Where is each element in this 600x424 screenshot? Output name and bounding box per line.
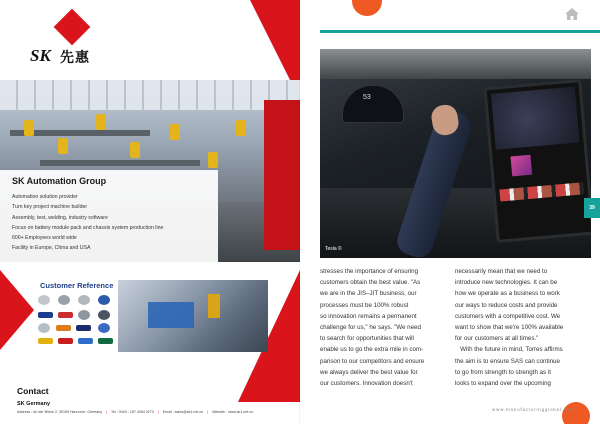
group-facts-list [12,192,218,254]
article-line: to go from strength to strength as it [455,368,551,376]
home-icon[interactable] [564,7,580,21]
customer-logo [78,338,93,344]
article-line: for our customers at all times." [455,335,539,343]
article-column-1 [320,266,438,389]
group-fact: Facility in Europe, China and USA [12,245,91,252]
customer-logo [76,325,91,331]
touchscreen-display [483,79,591,243]
contact-email[interactable]: Email : sales@sk1.net.cn [162,410,204,414]
group-title: SK Automation Group [12,176,107,186]
contact-heading: Contact [17,386,49,396]
group-fact: Automation solution provider [12,194,78,200]
customer-logo [58,338,73,344]
speed-readout: 53 [363,94,371,101]
article-line: so innovation remains a permanent [320,312,417,320]
customer-reference-title: Customer Reference [40,281,114,290]
article-line: we always deliver the best value for [320,368,418,376]
customer-logo [38,312,53,318]
red-accent-triangle-left [0,270,34,350]
contact-address: Address : An der Börse 2, 30159 Hannover, Germany [17,410,103,414]
customer-logo [38,323,50,333]
instrument-cluster [342,85,404,123]
article-line: looks to expand over the upcoming [455,380,551,388]
group-info-box [0,170,218,262]
article-line: stresses the importance of ensuring [320,268,419,275]
article-line: we are in the JIS–JIT business, our [320,290,417,298]
article-line: the aim is to ensure SAS can continue [455,357,560,365]
article-line: customers obtain the best value. "As [320,279,421,287]
customer-logo [98,338,113,344]
article-line: With the future in mind, Torres affirms [455,346,563,354]
article-line: our customers. Innovation doesn't [320,380,413,388]
article-line: enable us to go the extra mile in com- [320,346,424,354]
customer-logo [98,295,110,305]
logo-latin: SK [30,46,51,65]
orange-accent-circle [352,0,382,16]
photo-credit: Tesla © [325,246,342,252]
article-line: introduce new technologies. It can be [455,279,558,287]
footer-url[interactable]: www.manufacturingglobal.com [492,407,575,412]
group-fact: Focus on battery module pack and chassis system production line [12,224,164,231]
article-line: customers with a competitive cost. We [455,312,561,320]
article-line: to search for opportunities that will [320,335,414,343]
customer-logo [56,325,71,331]
article-line: how we operate as a business to work [455,290,560,298]
logo-diamond-icon [54,9,91,46]
customer-logo [38,295,50,305]
article-line: parison to our competitors and ensure [320,357,425,365]
customer-logo [38,338,53,344]
article-line: processes must be 100% robust [320,301,409,309]
group-fact: Assembly, test, welding, industry software [12,214,108,221]
customer-logo [78,295,90,305]
group-fact: Turn key project machine builder [12,204,88,211]
article-line: want to show that we're 100% available [455,324,564,332]
assembly-line-photo [118,280,268,352]
article-column-2 [455,266,573,389]
orange-accent-circle-footer [562,402,590,424]
header-rule [320,30,600,33]
page-number-tab: 39 [584,198,600,218]
contact-details: Address : An der Börse 2, 30159 Hannover, Germany | Tel : 0049 - 157 4264 0273 | Email : sales@sk1.net.cn | Website : www.sk1.net.cn [17,410,253,414]
customer-logo [98,310,110,320]
customer-logo [78,310,90,320]
sk-logo [28,12,108,70]
contact-website[interactable]: Website : www.sk1.net.cn [212,410,253,414]
article-line: challenge for us," he says. "We need [320,324,421,332]
customer-logo [98,323,110,333]
article-line: necessarily mean that we need to [455,268,548,275]
group-fact: 600+ Employees world wide [12,235,77,242]
contact-tel: Tel : 0049 - 157 4264 0273 [111,410,154,414]
contact-company: SK Germany [17,401,51,407]
article-line: our ways to reduce costs and provide [455,301,558,309]
customer-logo [58,312,73,318]
tesla-interior-photo [320,49,591,258]
article-page [300,0,600,424]
customer-logo [58,295,70,305]
logo-chinese: 先惠 [60,49,90,65]
